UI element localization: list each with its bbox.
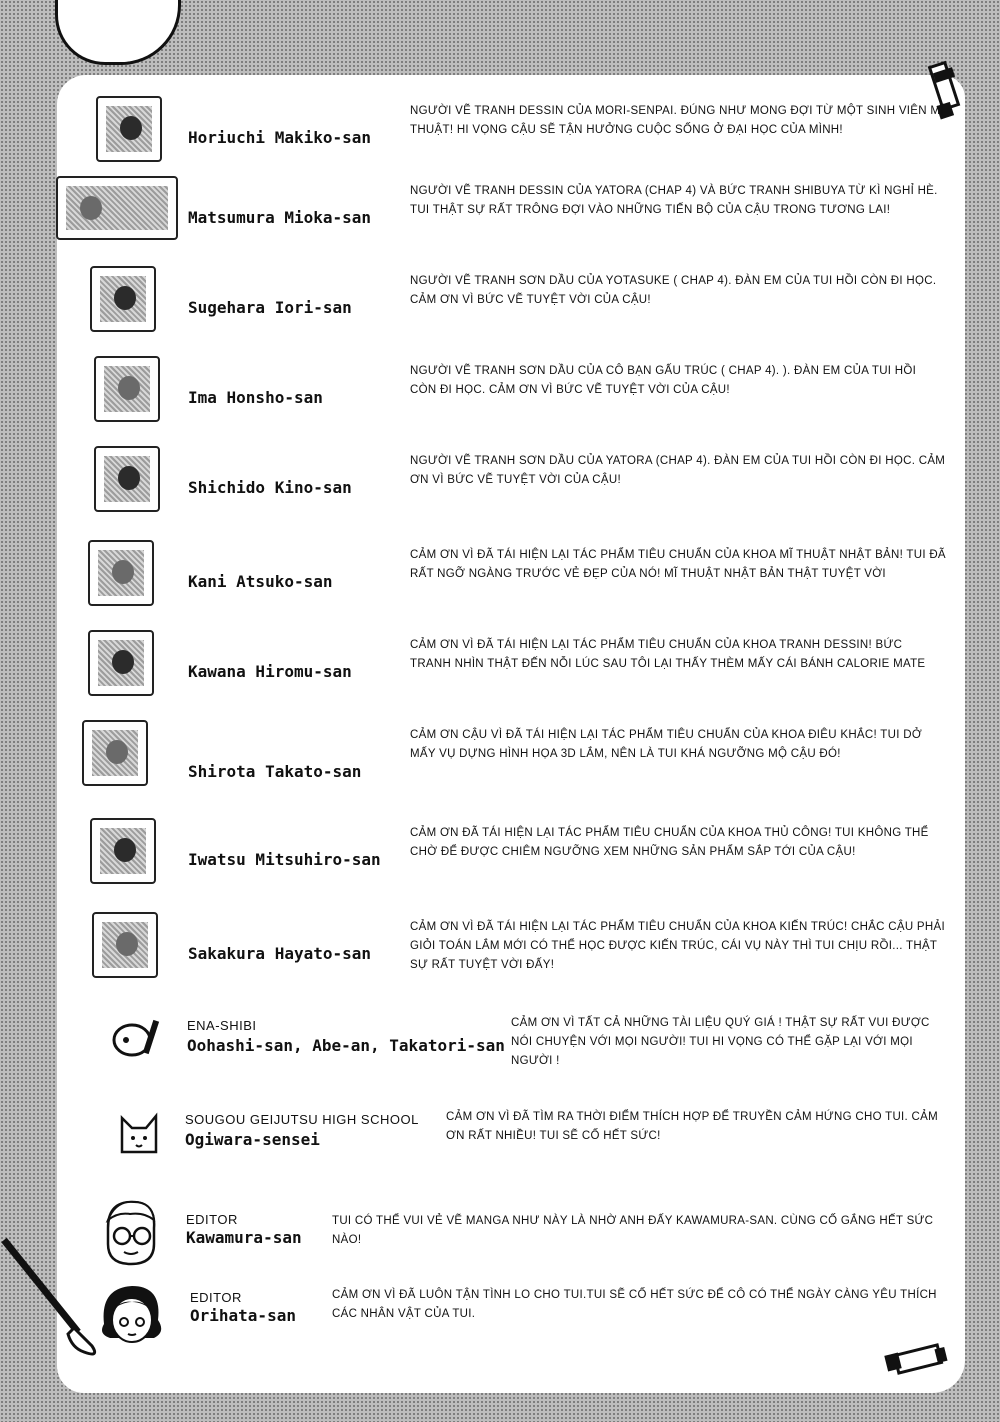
group-name: Kawamura-san	[186, 1228, 302, 1247]
artwork-thumbnail	[88, 540, 154, 606]
artwork-thumbnail	[90, 266, 156, 332]
artwork-subject	[106, 740, 128, 764]
artwork-subject	[118, 466, 140, 490]
artwork-subject	[116, 932, 138, 956]
credit-name: Horiuchi Makiko-san	[188, 128, 372, 147]
credit-name: Matsumura Mioka-san	[188, 208, 372, 227]
paint-tube-bottom-icon	[882, 1342, 952, 1380]
paintbrush-icon	[0, 1236, 110, 1362]
group-message: TUI CÓ THỂ VUI VẺ VẼ MANGA NHƯ NÀY LÀ NHỜ ANH ĐẤY KAWAMURA-SAN. CÙNG CỐ GẮNG HẾT SỨC NÀO!	[332, 1215, 934, 1246]
credit-message: CẢM ƠN VÌ ĐÃ TÁI HIỆN LẠI TÁC PHẨM TIÊU CHUẨN CỦA KHOA TRANH DESSIN! BỨC TRANH NHÌN THẬT ĐẾN NỖI LÚC SAU TÔI LẠI THẤY THÈM MẤY CÁI BÁNH CALORIE MATE	[410, 639, 926, 670]
artwork-thumbnail	[94, 356, 160, 422]
group-message: CẢM ƠN VÌ ĐÃ LUÔN TẬN TÌNH LO CHO TUI.TUI SẼ CỐ HẾT SỨC ĐỂ CÔ CÓ THỂ NGÀY CÀNG YÊU THÍCH CÁC NHÂN VẬT CỦA TUI.	[332, 1289, 937, 1320]
artwork-subject	[120, 116, 142, 140]
credit-name: Sugehara Iori-san	[188, 298, 352, 317]
credit-message: NGƯỜI VẼ TRANH SƠN DẦU CỦA YATORA (CHAP 4). ĐÀN EM CỦA TUI HỒI CÒN ĐI HỌC. CẢM ƠN VÌ BỨC VẼ TUYỆT VỜI CỦA CẬU!	[410, 455, 946, 486]
group-label: EDITOR	[186, 1212, 238, 1227]
credit-name: Ima Honsho-san	[188, 388, 323, 407]
credit-name: Iwatsu Mitsuhiro-san	[188, 850, 381, 869]
group-message: CẢM ƠN VÌ ĐÃ TÌM RA THỜI ĐIỂM THÍCH HỢP ĐỂ TRUYỀN CẢM HỨNG CHO TUI. CẢM ƠN RẤT NHIỀU! TUI SẼ CỐ HẾT SỨC!	[446, 1111, 938, 1142]
group-name: Oohashi-san, Abe-an, Takatori-san	[187, 1036, 505, 1055]
artwork-subject	[114, 838, 136, 862]
credit-name: Kani Atsuko-san	[188, 572, 333, 591]
credit-message: NGƯỜI VẼ TRANH DESSIN CỦA MORI-SENPAI. ĐÚNG NHƯ MONG ĐỢI TỪ MỘT SINH VIÊN MĨ THUẬT! HI VỌNG CẬU SẼ TẬN HƯỞNG CUỘC SỐNG Ở ĐẠI HỌC CỦA MÌNH!	[410, 105, 944, 136]
artwork-subject	[114, 286, 136, 310]
credit-name: Kawana Hiromu-san	[188, 662, 352, 681]
group-name: Ogiwara-sensei	[185, 1130, 320, 1149]
artwork-subject	[112, 650, 134, 674]
group-label: EDITOR	[190, 1290, 242, 1305]
artwork-thumbnail	[88, 630, 154, 696]
group-name: Orihata-san	[190, 1306, 296, 1325]
credit-message: NGƯỜI VẼ TRANH SƠN DẦU CỦA YOTASUKE ( CHAP 4). ĐÀN EM CỦA TUI HỒI CÒN ĐI HỌC. CẢM ƠN VÌ BỨC VẼ TUYỆT VỜI CỦA CẬU!	[410, 275, 937, 306]
credit-message: CẢM ƠN CẬU VÌ ĐÃ TÁI HIỆN LẠI TÁC PHẨM TIÊU CHUẨN CỦA KHOA ĐIÊU KHẮC! TUI DỞ MẤY VỤ DỰNG HÌNH HỌA 3D LẮM, NÊN LÀ TUI KHÁ NGƯỠNG MỘ CẬU ĐÓ!	[410, 729, 922, 760]
artwork-subject	[112, 560, 134, 584]
artwork-thumbnail	[90, 818, 156, 884]
credit-message: CẢM ƠN VÌ ĐÃ TÁI HIỆN LẠI TÁC PHẨM TIÊU CHUẨN CỦA KHOA MĨ THUẬT NHẬT BẢN! TUI ĐÃ RẤT NGỠ NGÀNG TRƯỚC VẺ ĐẸP CỦA NÓ! MĨ THUẬT NHẬT BẢN THẬT TUYỆT VỜI	[410, 549, 946, 580]
credit-message: CẢM ƠN VÌ ĐÃ TÁI HIỆN LẠI TÁC PHẨM TIÊU CHUẨN CỦA KHOA KIẾN TRÚC! CHẮC CẬU PHẢI GIỎI TOÁN LẮM MỚI CÓ THỂ HỌC ĐƯỢC KIẾN TRÚC, CÁI VỤ NÀY THÌ TUI CHỊU RỒI... THẬT SỰ RẤT TUYỆT VỜI ĐẤY!	[410, 921, 945, 971]
credit-message: CẢM ƠN ĐÃ TÁI HIỆN LẠI TÁC PHẨM TIÊU CHUẨN CỦA KHOA THỦ CÔNG! TUI KHÔNG THỂ CHỜ ĐỂ ĐƯỢC CHIÊM NGƯỠNG XEM NHỮNG SẢN PHẨM SẮP TỚI CỦA CẬU!	[410, 827, 929, 858]
credit-message: NGƯỜI VẼ TRANH SƠN DẦU CỦA CÔ BẠN GẤU TRÚC ( CHAP 4). ). ĐÀN EM CỦA TUI HỒI CÒN ĐI HỌC. CẢM ƠN VÌ BỨC VẼ TUYỆT VỜI CỦA CẬU!	[410, 365, 917, 396]
cat-face-icon	[116, 1110, 162, 1158]
group-label: ENA-SHIBI	[187, 1018, 257, 1033]
group-message: CẢM ƠN VÌ TẤT CẢ NHỮNG TÀI LIỆU QUÝ GIÁ ! THẬT SỰ RẤT VUI ĐƯỢC NÓI CHUYỆN VỚI MỌI NGƯỜI! TUI HI VỌNG CÓ THỂ GẶP LẠI VỚI MỌI NGƯỜI !	[511, 1017, 930, 1067]
artwork-thumbnail	[82, 720, 148, 786]
artwork-thumbnail	[56, 176, 178, 240]
artwork-subject	[118, 376, 140, 400]
credit-message: NGƯỜI VẼ TRANH DESSIN CỦA YATORA (CHAP 4) VÀ BỨC TRANH SHIBUYA TỪ KÌ NGHỈ HÈ. TUI THẬT SỰ RẤT TRÔNG ĐỢI VÀO NHỮNG TIẾN BỘ CỦA CẬU TRONG TƯƠNG LAI!	[410, 185, 938, 216]
credit-name: Shirota Takato-san	[188, 762, 362, 781]
artwork-subject	[80, 196, 102, 220]
artwork-thumbnail	[92, 912, 158, 978]
artwork-thumbnail	[94, 446, 160, 512]
palette-brush-icon	[108, 1016, 164, 1062]
credit-name: Sakakura Hayato-san	[188, 944, 372, 963]
group-label: SOUGOU GEIJUTSU HIGH SCHOOL	[185, 1112, 419, 1127]
artwork-thumbnail	[96, 96, 162, 162]
credit-name: Shichido Kino-san	[188, 478, 352, 497]
